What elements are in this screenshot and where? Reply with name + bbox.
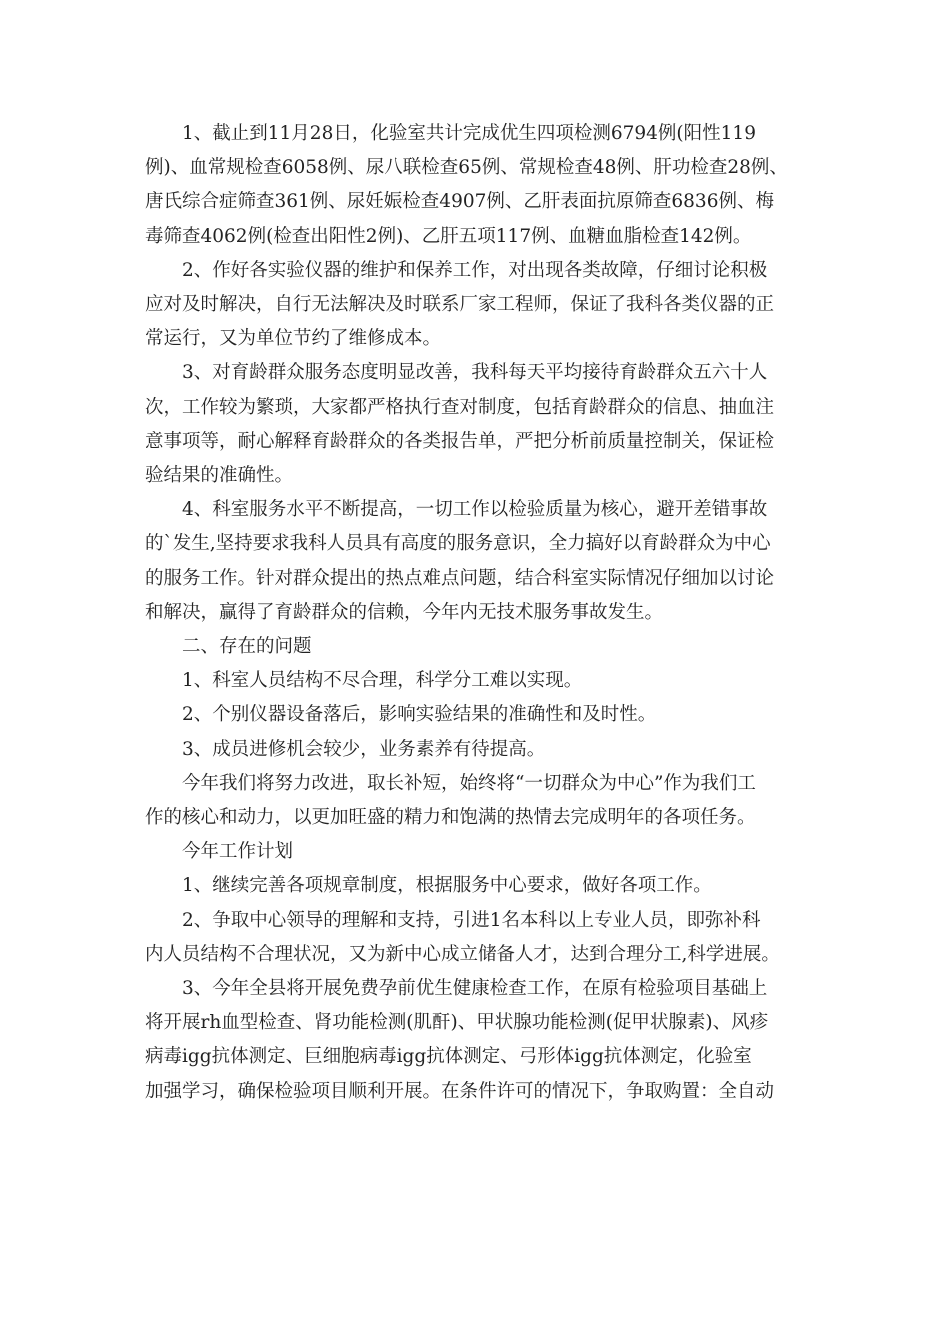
problem-item-2: [145, 698, 807, 732]
paragraph-line: 应对及时解决，自行无法解决及时联系厂家工程师，保证了我科各类仪器的正: [145, 294, 775, 316]
paragraph-line: 2、争取中心领导的理解和支持，引进1名本科以上专业人员，即弥补科: [182, 909, 761, 931]
paragraph-line: 3、对育龄群众服务态度明显改善，我科每天平均接待育龄群众五六十人: [182, 362, 768, 384]
paragraph-line: 的`发生,坚持要求我科人员具有高度的服务意识，全力搞好以育龄群众为中心: [145, 533, 771, 555]
plan-item-3: [145, 972, 807, 1109]
paragraph-2: [145, 254, 807, 357]
document-body: [145, 117, 807, 1109]
paragraph-line: 加强学习，确保检验项目顺利开展。在条件许可的情况下，争取购置：全自动: [145, 1080, 775, 1102]
paragraph-line: 2、作好各实验仪器的维护和保养工作，对出现各类故障，仔细讨论积极: [182, 259, 768, 281]
paragraph-line: 验结果的准确性。: [145, 465, 294, 487]
paragraph-line: 病毒igg抗体测定、巨细胞病毒igg抗体测定、弓形体igg抗体测定，化验室: [145, 1046, 752, 1068]
paragraph-line: 唐氏综合症筛查361例、尿妊娠检查4907例、乙肝表面抗原筛查6836例、梅: [145, 191, 774, 213]
paragraph-line: 的服务工作。针对群众提出的热点难点问题，结合科室实际情况仔细加以讨论: [145, 567, 775, 589]
paragraph-line: 将开展rh血型检查、肾功能检测(肌酐)、甲状腺功能检测(促甲状腺素)、风疹: [145, 1012, 769, 1034]
paragraph-line: 1、科室人员结构不尽合理，科学分工难以实现。: [182, 670, 583, 692]
paragraph-line: 2、个别仪器设备落后，影响实验结果的准确性和及时性。: [182, 704, 657, 726]
paragraph-line: 1、截止到11月28日，化验室共计完成优生四项检测6794例(阳性119: [182, 123, 756, 144]
paragraph-line: 例)、血常规检查6058例、尿八联检查65例、常规检查48例、肝功检查28例、: [145, 157, 788, 179]
paragraph-line: 3、成员进修机会较少，业务素养有待提高。: [182, 738, 546, 760]
paragraph-line: 4、科室服务水平不断提高，一切工作以检验质量为核心，避开差错事故: [182, 499, 768, 521]
paragraph-line: 今年工作计划: [182, 841, 294, 863]
paragraph-line: 意事项等，耐心解释育龄群众的各类报告单，严把分析前质量控制关，保证检: [145, 430, 775, 452]
paragraph-1: [145, 117, 807, 254]
paragraph-line: 常运行，又为单位节约了维修成本。: [145, 328, 442, 350]
paragraph-line: 3、今年全县将开展免费孕前优生健康检查工作，在原有检验项目基础上: [182, 978, 768, 1000]
paragraph-line: 1、继续完善各项规章制度，根据服务中心要求，做好各项工作。: [182, 875, 712, 897]
paragraph-line: 内人员结构不合理状况，又为新中心成立储备人才，达到合理分工,科学进展。: [145, 943, 780, 965]
paragraph-line: 作的核心和动力，以更加旺盛的精力和饱满的热情去完成明年的各项任务。: [145, 807, 756, 829]
problem-item-3: [145, 733, 807, 767]
plan-item-2: [145, 904, 807, 972]
paragraph-line: 今年我们将努力改进，取长补短，始终将“一切群众为中心”作为我们工: [182, 772, 756, 794]
section-heading-problems: [145, 630, 807, 664]
plan-item-1: [145, 869, 807, 903]
paragraph-line: 和解决，赢得了育龄群众的信赖，今年内无技术服务事故发生。: [145, 601, 664, 623]
problem-item-1: [145, 664, 807, 698]
paragraph-line: 次，工作较为繁琐，大家都严格执行查对制度，包括育龄群众的信息、抽血注: [145, 396, 775, 418]
paragraph-line: 毒筛查4062例(检查出阳性2例)、乙肝五项117例、血糖血脂检查142例。: [145, 225, 752, 247]
paragraph-3: [145, 356, 807, 493]
paragraph-conclusion: [145, 767, 807, 835]
paragraph-line: 二、存在的问题: [182, 636, 312, 658]
paragraph-4: [145, 493, 807, 630]
section-heading-plan: [145, 835, 807, 869]
